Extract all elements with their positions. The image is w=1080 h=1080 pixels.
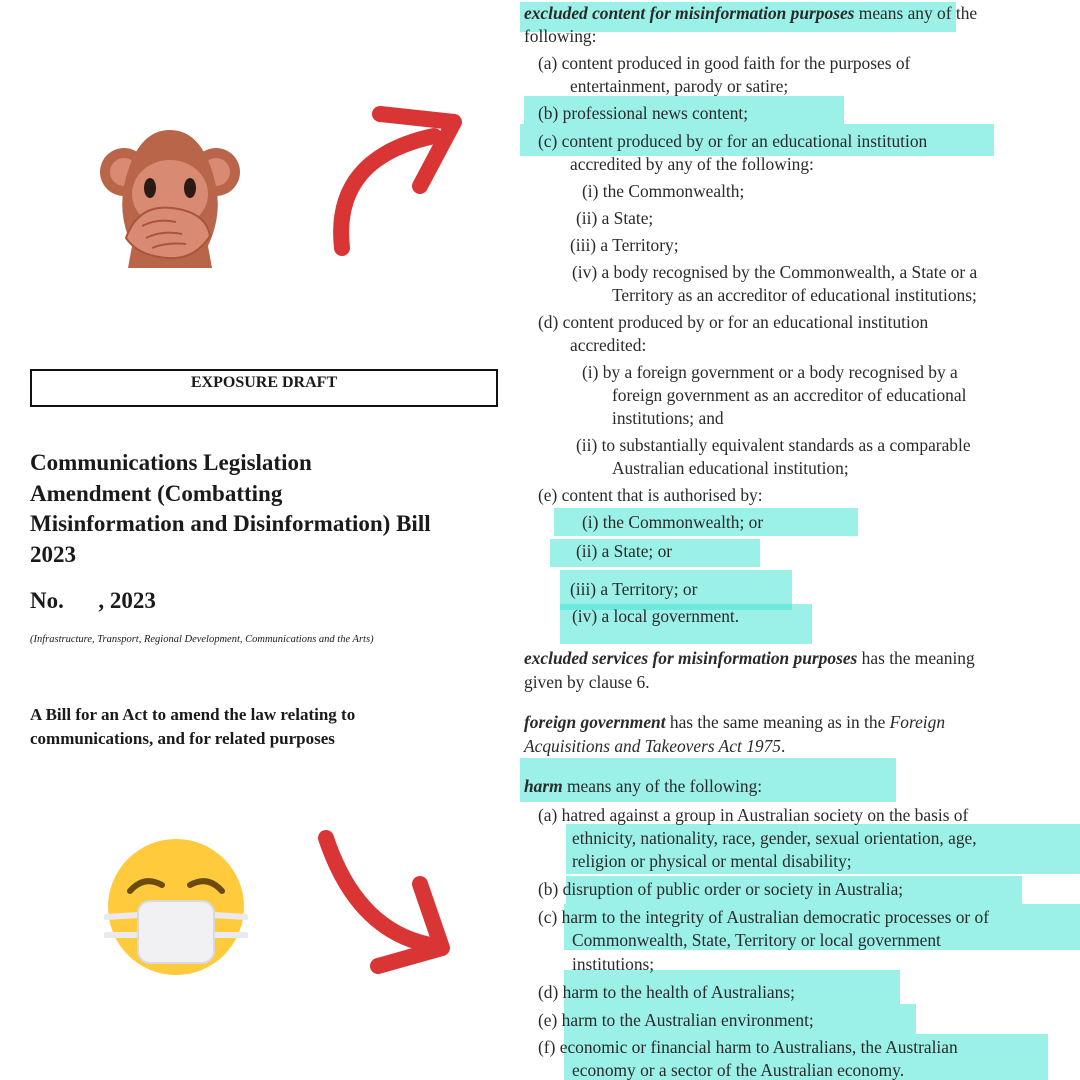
paragraph-item: entertainment, parody or satire; xyxy=(570,76,789,96)
subparagraph-item: (iv) a body recognised by the Commonwealth, a State or a xyxy=(572,262,978,282)
definition-text: means any of the xyxy=(854,3,978,23)
definition-text: has the same meaning as in the xyxy=(665,712,890,732)
purpose-line: A Bill for an Act to amend the law relating to xyxy=(30,705,356,724)
paragraph-item: Commonwealth, State, Territory or local government xyxy=(572,930,941,950)
mask-face-emoji-icon xyxy=(104,835,248,979)
subparagraph-item: (ii) a State; or xyxy=(576,541,673,561)
paragraph-item: accredited by any of the following: xyxy=(570,154,814,174)
paragraph-item: accredited: xyxy=(570,335,647,355)
subparagraph-item: (i) the Commonwealth; xyxy=(582,181,745,201)
bill-title xyxy=(30,448,510,570)
legislation-excerpt xyxy=(520,0,1080,1080)
act-name: Foreign xyxy=(889,712,946,732)
defined-term: excluded services for misinformation purposes xyxy=(524,648,858,668)
exposure-draft-box xyxy=(30,369,498,407)
paragraph-item: (c) content produced by or for an educational institution xyxy=(538,131,928,151)
definition-heading xyxy=(524,2,977,24)
bill-title-line: Amendment (Combatting xyxy=(30,480,283,506)
subparagraph-item: Territory as an accreditor of educational institutions; xyxy=(612,285,977,305)
bill-title-line: Misinformation and Disinformation) Bill xyxy=(30,511,431,536)
arrow-up-right-icon xyxy=(322,98,462,258)
paragraph-item: ethnicity, nationality, race, gender, sexual orientation, age, xyxy=(572,828,977,848)
bill-purpose xyxy=(30,703,500,750)
paragraph-item: (c) harm to the integrity of Australian democratic processes or of xyxy=(538,907,990,927)
subparagraph-item: (iv) a local government. xyxy=(572,606,740,626)
paragraph-item: (d) content produced by or for an educational institution xyxy=(538,312,929,332)
subparagraph-item: (ii) to substantially equivalent standards as a comparable xyxy=(576,435,971,455)
subparagraph-item: (i) the Commonwealth; or xyxy=(582,512,764,532)
bill-title-line: 2023 xyxy=(30,541,76,567)
defined-term: harm xyxy=(524,776,563,796)
paragraph-item: economy or a sector of the Australian economy. xyxy=(572,1060,905,1080)
subparagraph-item: foreign government as an accreditor of educational xyxy=(612,385,967,405)
paragraph-item: (e) content that is authorised by: xyxy=(538,485,763,505)
purpose-line: communications, and for related purposes xyxy=(30,728,335,748)
subparagraph-item: (iii) a Territory; or xyxy=(570,579,698,599)
paragraph-item: (a) hatred against a group in Australian society on the basis of xyxy=(538,805,969,825)
monkey-emoji-icon xyxy=(98,126,242,270)
subparagraph-item: (ii) a State; xyxy=(576,208,654,228)
paragraph-item: (b) professional news content; xyxy=(538,103,749,123)
paragraph-item: (b) disruption of public order or society in Australia; xyxy=(538,879,904,899)
definition-text: means any of the following: xyxy=(562,776,763,796)
subparagraph-item: Australian educational institution; xyxy=(612,458,849,478)
definition-text: has the meaning xyxy=(857,648,975,668)
definition-text xyxy=(524,735,785,757)
definition-text: following: xyxy=(524,26,597,46)
definition-text: given by clause 6. xyxy=(524,672,650,692)
paragraph-item: (f) economic or financial harm to Australians, the Australian xyxy=(538,1037,958,1057)
act-name: Acquisitions and Takeovers Act 1975 xyxy=(524,736,781,756)
paragraph-item: religion or physical or mental disability; xyxy=(572,851,852,871)
department-note: (Infrastructure, Transport, Regional Development, Communications and the Arts) xyxy=(30,634,374,645)
bill-number: No. , 2023 xyxy=(30,588,156,613)
exposure-draft-label: EXPOSURE DRAFT xyxy=(190,374,338,391)
paragraph-item: (a) content produced in good faith for the purposes of xyxy=(538,53,911,73)
definition-heading xyxy=(524,647,975,669)
defined-term: excluded content for misinformation purposes xyxy=(524,3,855,23)
subparagraph-item: institutions; and xyxy=(612,408,724,428)
paragraph-item: (d) harm to the health of Australians; xyxy=(538,982,795,1002)
bill-title-line: Communications Legislation xyxy=(30,450,312,475)
arrow-down-right-icon xyxy=(308,824,458,974)
subparagraph-item: (i) by a foreign government or a body recognised by a xyxy=(582,362,958,382)
defined-term: foreign government xyxy=(524,712,666,732)
definition-heading xyxy=(524,711,945,733)
definition-heading xyxy=(524,775,762,797)
definition-text: . xyxy=(780,736,786,756)
paragraph-item: (e) harm to the Australian environment; xyxy=(538,1010,814,1030)
paragraph-item: institutions; xyxy=(572,954,655,974)
subparagraph-item: (iii) a Territory; xyxy=(570,235,679,255)
